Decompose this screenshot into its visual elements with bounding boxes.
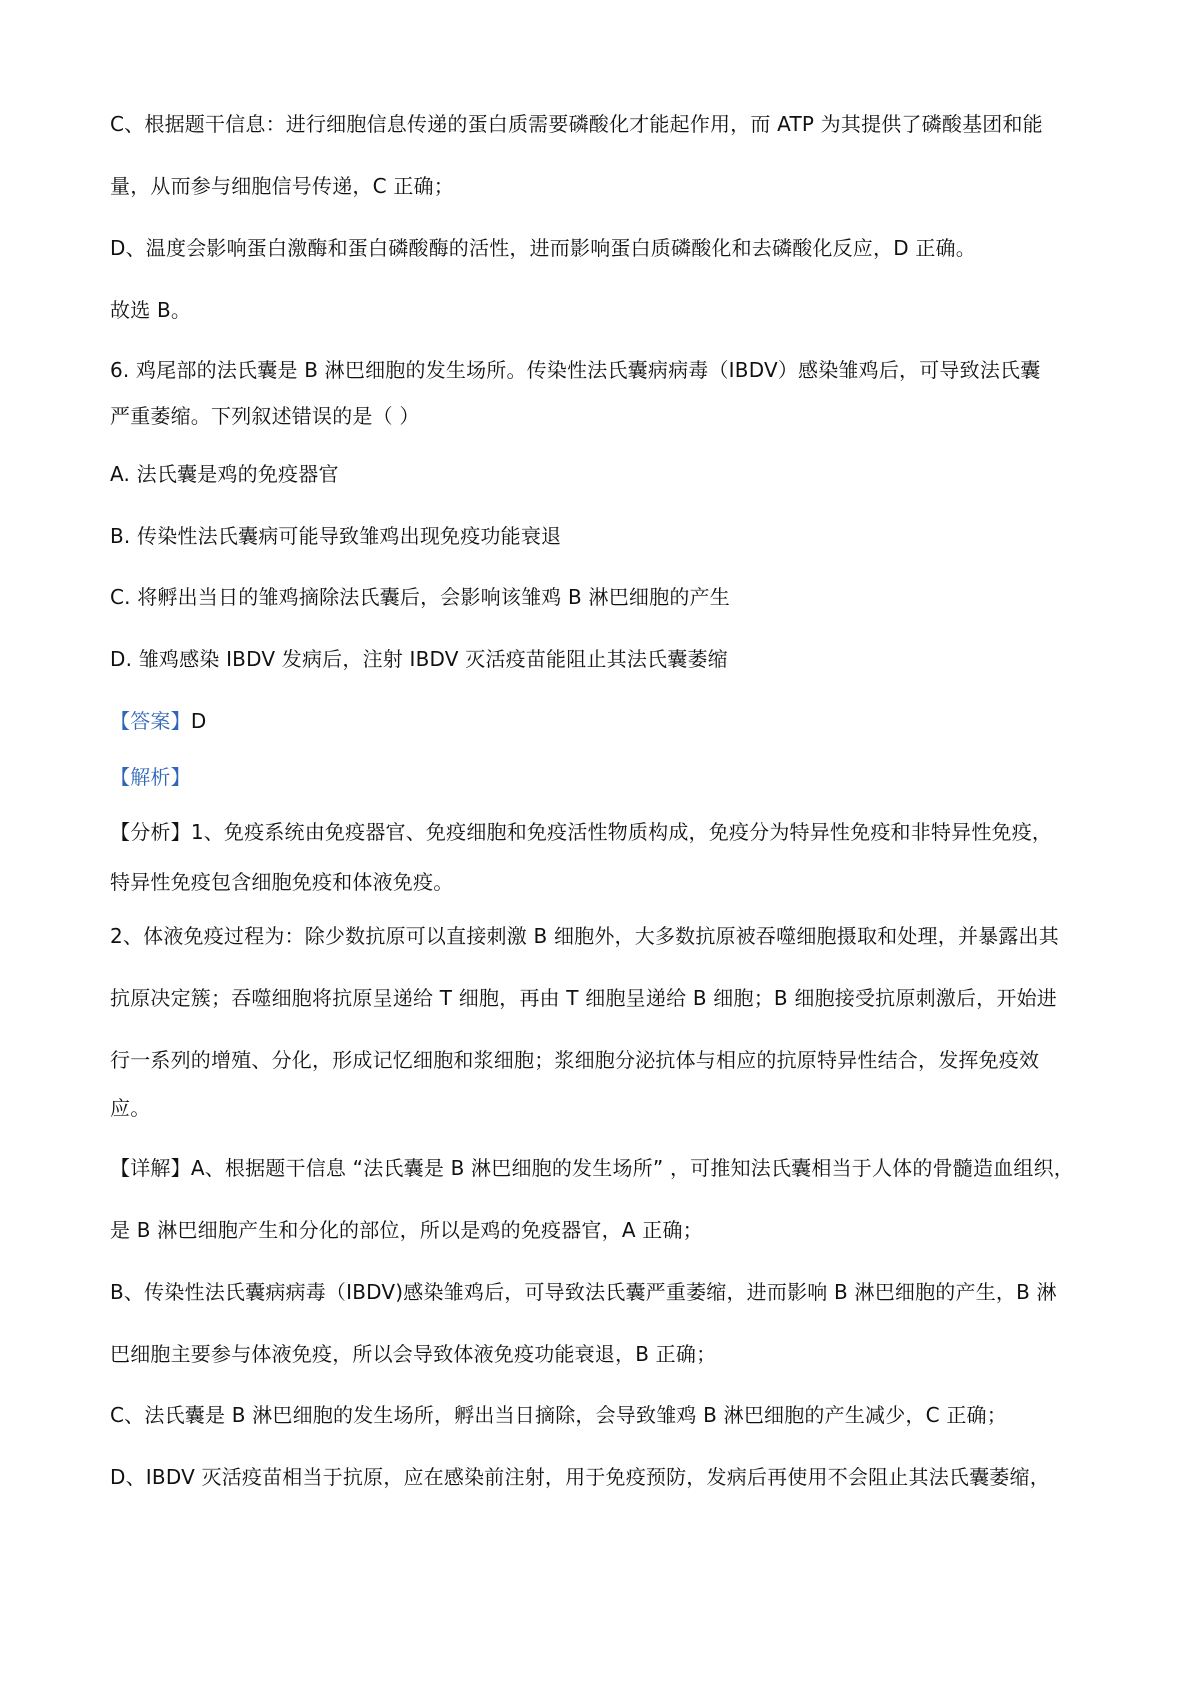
analysis-tag: 【解析】	[110, 765, 191, 789]
fenxi-p2-line-3: 行一系列的增殖、分化，形成记忆细胞和浆细胞；浆细胞分泌抗体与相应的抗原特异性结合，发挥免疫效	[110, 1048, 1040, 1072]
answer-tag: 【答案】	[110, 709, 191, 733]
answer-value: D	[190, 709, 207, 733]
fenxi-p1-line-1	[110, 818, 1052, 846]
option-b: B. 传染性法氏囊病可能导致雏鸡出现免疫功能衰退	[110, 524, 562, 548]
fenxi-p2-line-2: 抗原决定簇；吞噬细胞将抗原呈递给 T 细胞，再由 T 细胞呈递给 B 细胞；B 细胞接受抗原刺激后，开始进	[110, 986, 1057, 1010]
question-6-stem-line-1: 6. 鸡尾部的法氏囊是 B 淋巴细胞的发生场所。传染性法氏囊病病毒（IBDV）感染雏鸡后，可导致法氏囊	[110, 358, 1041, 382]
xiangjie-d-line: D、IBDV 灭活疫苗相当于抗原，应在感染前注射，用于免疫预防，发病后再使用不会阻止其法氏囊萎缩，	[110, 1465, 1050, 1489]
answer-line	[110, 707, 206, 735]
explanation-c-line-2: 量，从而参与细胞信号传递，C 正确；	[110, 174, 454, 198]
explanation-c-line-1: C、根据题干信息：进行细胞信息传递的蛋白质需要磷酸化才能起作用，而 ATP 为其提供了磷酸基团和能	[110, 112, 1043, 136]
fenxi-tag: 【分析】	[110, 820, 191, 844]
fenxi-p2-line-1: 2、体液免疫过程为：除少数抗原可以直接刺激 B 细胞外，大多数抗原被吞噬细胞摄取和处理，并暴露出其	[110, 924, 1059, 948]
fenxi-p2-line-4: 应。	[110, 1096, 151, 1120]
explanation-d-line: D、温度会影响蛋白激酶和蛋白磷酸酶的活性，进而影响蛋白质磷酸化和去磷酸化反应，D 正确。	[110, 236, 976, 260]
xiangjie-b-line-2: 巴细胞主要参与体液免疫，所以会导致体液免疫功能衰退，B 正确；	[110, 1342, 717, 1366]
question-6-stem-line-2: 严重萎缩。下列叙述错误的是（ ）	[110, 404, 420, 428]
xiangjie-a-line-2: 是 B 淋巴细胞产生和分化的部位，所以是鸡的免疫器官，A 正确；	[110, 1218, 703, 1242]
fenxi-p1-line-2: 特异性免疫包含细胞免疫和体液免疫。	[110, 870, 454, 894]
xiangjie-a-line-1	[110, 1154, 1074, 1182]
conclusion-line: 故选 B。	[110, 298, 192, 322]
option-c: C. 将孵出当日的雏鸡摘除法氏囊后，会影响该雏鸡 B 淋巴细胞的产生	[110, 585, 730, 609]
option-d: D. 雏鸡感染 IBDV 发病后，注射 IBDV 灭活疫苗能阻止其法氏囊萎缩	[110, 647, 728, 671]
xiangjie-c-line: C、法氏囊是 B 淋巴细胞的发生场所，孵出当日摘除，会导致雏鸡 B 淋巴细胞的产生减少，C 正确；	[110, 1403, 1007, 1427]
option-a: A. 法氏囊是鸡的免疫器官	[110, 462, 339, 486]
analysis-line	[110, 763, 191, 791]
xiangjie-tag: 【详解】	[110, 1156, 191, 1180]
xiangjie-a-text-1: A、根据题干信息 “法氏囊是 B 淋巴细胞的发生场所” ，可推知法氏囊相当于人体的骨髓造血组织，	[190, 1156, 1074, 1180]
xiangjie-b-line-1: B、传染性法氏囊病病毒（IBDV)感染雏鸡后，可导致法氏囊严重萎缩，进而影响 B 淋巴细胞的产生，B 淋	[110, 1280, 1057, 1304]
fenxi-p1-text-1: 1、免疫系统由免疫器官、免疫细胞和免疫活性物质构成，免疫分为特异性免疫和非特异性免疫，	[190, 820, 1053, 844]
